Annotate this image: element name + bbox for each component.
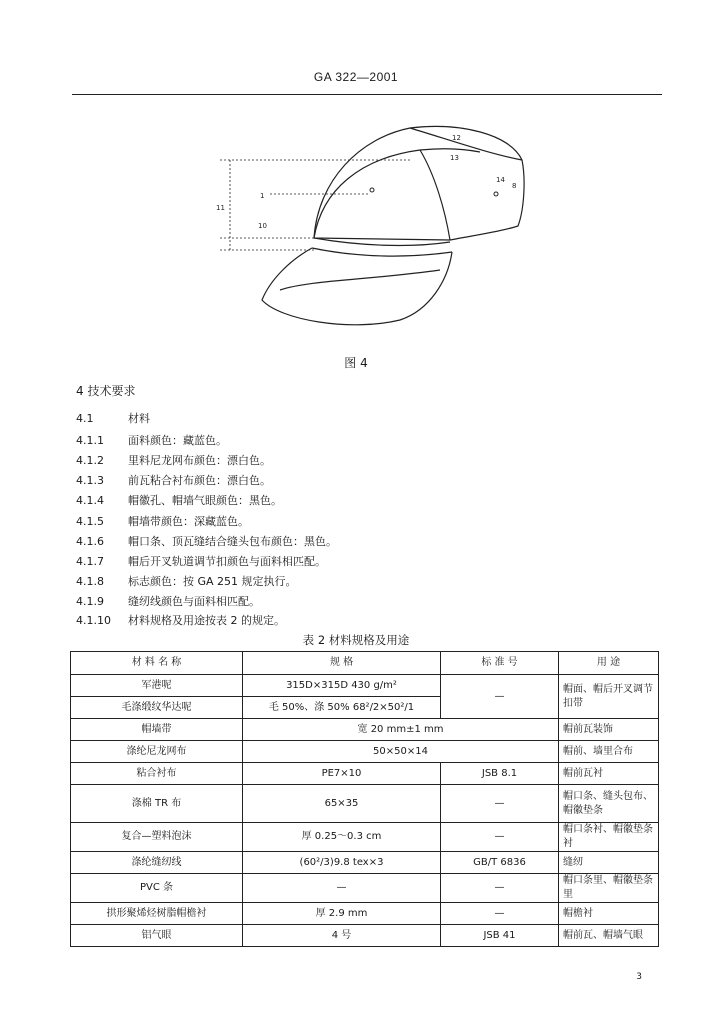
- list-item: [76, 472, 271, 488]
- section-heading: 4 技术要求: [76, 384, 136, 398]
- subsection-title: 材料: [128, 412, 150, 425]
- item-text: 里料尼龙网布颜色：漂白色。: [128, 454, 271, 467]
- materials-table: [70, 651, 659, 947]
- subsection-heading: [76, 410, 150, 426]
- table-cell: 315D×315D 430 g/m²: [243, 675, 441, 697]
- item-text: 帽徽孔、帽墙气眼颜色：黑色。: [128, 494, 282, 507]
- subsection-number: 4.1: [76, 412, 94, 425]
- table-cell: 4 号: [243, 925, 441, 947]
- item-text: 帽墙带颜色：深藏蓝色。: [128, 515, 249, 528]
- list-item: [76, 612, 285, 628]
- table-cell: 帽前瓦衬: [559, 763, 659, 785]
- table-header-row: [71, 652, 659, 675]
- table-cell: 厚 0.25～0.3 cm: [243, 823, 441, 852]
- table-cell: 军港呢: [71, 675, 243, 697]
- table-cell: 厚 2.9 mm: [243, 903, 441, 925]
- item-text: 标志颜色：按 GA 251 规定执行。: [128, 575, 297, 588]
- item-text: 材料规格及用途按表 2 的规定。: [128, 614, 285, 627]
- table-cell: 粘合衬布: [71, 763, 243, 785]
- figure-caption: 图 4: [344, 356, 368, 370]
- item-text: 帽后开叉轨道调节扣颜色与面料相匹配。: [128, 555, 326, 568]
- table-cell: 复合—塑料泡沫: [71, 823, 243, 852]
- list-item: [76, 573, 297, 589]
- column-header: 规 格: [243, 652, 441, 675]
- table-cell: 毛涤缎纹华达呢: [71, 697, 243, 719]
- dim-label-14: 14: [496, 176, 505, 184]
- table-cell: —: [243, 874, 441, 903]
- table-row: [71, 675, 659, 697]
- table-cell: —: [441, 874, 559, 903]
- table-cell: GB/T 6836: [441, 852, 559, 874]
- table-cell: JSB 41: [441, 925, 559, 947]
- table-cell: —: [441, 903, 559, 925]
- table-cell: JSB 8.1: [441, 763, 559, 785]
- item-number: 4.1.4: [76, 494, 104, 507]
- table-row: [71, 719, 659, 741]
- item-number: 4.1.1: [76, 434, 104, 447]
- column-header: 用 途: [559, 652, 659, 675]
- table-row: [71, 852, 659, 874]
- header-rule: [72, 94, 662, 95]
- item-text: 前瓦粘合衬布颜色：漂白色。: [128, 474, 271, 487]
- item-number: 4.1.6: [76, 535, 104, 548]
- table-cell: 毛 50%、涤 50% 68²/2×50²/1: [243, 697, 441, 719]
- table-cell: —: [441, 785, 559, 823]
- column-header: 材 料 名 称: [71, 652, 243, 675]
- table-row: [71, 785, 659, 823]
- item-text: 缝纫线颜色与面料相匹配。: [128, 595, 260, 608]
- table-cell: 帽前瓦装饰: [559, 719, 659, 741]
- item-number: 4.1.8: [76, 575, 104, 588]
- table-row: [71, 741, 659, 763]
- table-cell: —: [441, 823, 559, 852]
- dim-label-11: 11: [216, 204, 225, 212]
- column-header: 标 准 号: [441, 652, 559, 675]
- item-number: 4.1.10: [76, 614, 111, 627]
- table-cell: 帽檐衬: [559, 903, 659, 925]
- table-cell: 帽口条、缝头包布、帽徽垫条: [559, 785, 659, 823]
- table-row: [71, 874, 659, 903]
- table-cell: (60²/3)9.8 tex×3: [243, 852, 441, 874]
- table-cell: PE7×10: [243, 763, 441, 785]
- table-cell: PVC 条: [71, 874, 243, 903]
- table-cell: 帽面、帽后开叉调节扣带: [559, 675, 659, 719]
- page-number: 3: [636, 972, 642, 982]
- table-cell: 帽口条衬、帽徽垫条衬: [559, 823, 659, 852]
- table-cell: 帽前瓦、帽墙气眼: [559, 925, 659, 947]
- dim-label-8: 8: [512, 182, 517, 190]
- dim-label-1: 1: [260, 192, 265, 200]
- table-cell: 涤纶缝纫线: [71, 852, 243, 874]
- item-number: 4.1.7: [76, 555, 104, 568]
- table-cell: 铝气眼: [71, 925, 243, 947]
- table-cell: 涤纶尼龙网布: [71, 741, 243, 763]
- table-cell: 涤棉 TR 布: [71, 785, 243, 823]
- table-row: [71, 763, 659, 785]
- dim-label-10: 10: [258, 222, 267, 230]
- table-cell: 缝纫: [559, 852, 659, 874]
- item-number: 4.1.9: [76, 595, 104, 608]
- dim-label-13: 13: [450, 154, 459, 162]
- cap-illustration: [210, 120, 530, 342]
- table-cell: 宽 20 mm±1 mm: [243, 719, 559, 741]
- table-cell: 65×35: [243, 785, 441, 823]
- table-cell: 帽前、墙里合布: [559, 741, 659, 763]
- list-item: [76, 492, 282, 508]
- item-number: 4.1.2: [76, 454, 104, 467]
- table-cell: 帽口条里、帽徽垫条里: [559, 874, 659, 903]
- table-cell: —: [441, 675, 559, 719]
- list-item: [76, 513, 249, 529]
- table-caption: 表 2 材料规格及用途: [302, 633, 410, 647]
- list-item: [76, 452, 271, 468]
- item-text: 面料颜色：藏蓝色。: [128, 434, 227, 447]
- list-item: [76, 553, 326, 569]
- dim-label-12: 12: [452, 134, 461, 142]
- item-number: 4.1.3: [76, 474, 104, 487]
- table-cell: 拱形聚烯烃树脂帽檐衬: [71, 903, 243, 925]
- table-cell: 帽墙带: [71, 719, 243, 741]
- running-header: GA 322—2001: [313, 70, 399, 84]
- list-item: [76, 533, 337, 549]
- list-item: [76, 432, 227, 448]
- table-row: [71, 925, 659, 947]
- table-row: [71, 823, 659, 852]
- table-row: [71, 903, 659, 925]
- table-cell: 50×50×14: [243, 741, 559, 763]
- list-item: [76, 593, 260, 609]
- item-text: 帽口条、顶瓦缝结合缝头包布颜色：黑色。: [128, 535, 337, 548]
- item-number: 4.1.5: [76, 515, 104, 528]
